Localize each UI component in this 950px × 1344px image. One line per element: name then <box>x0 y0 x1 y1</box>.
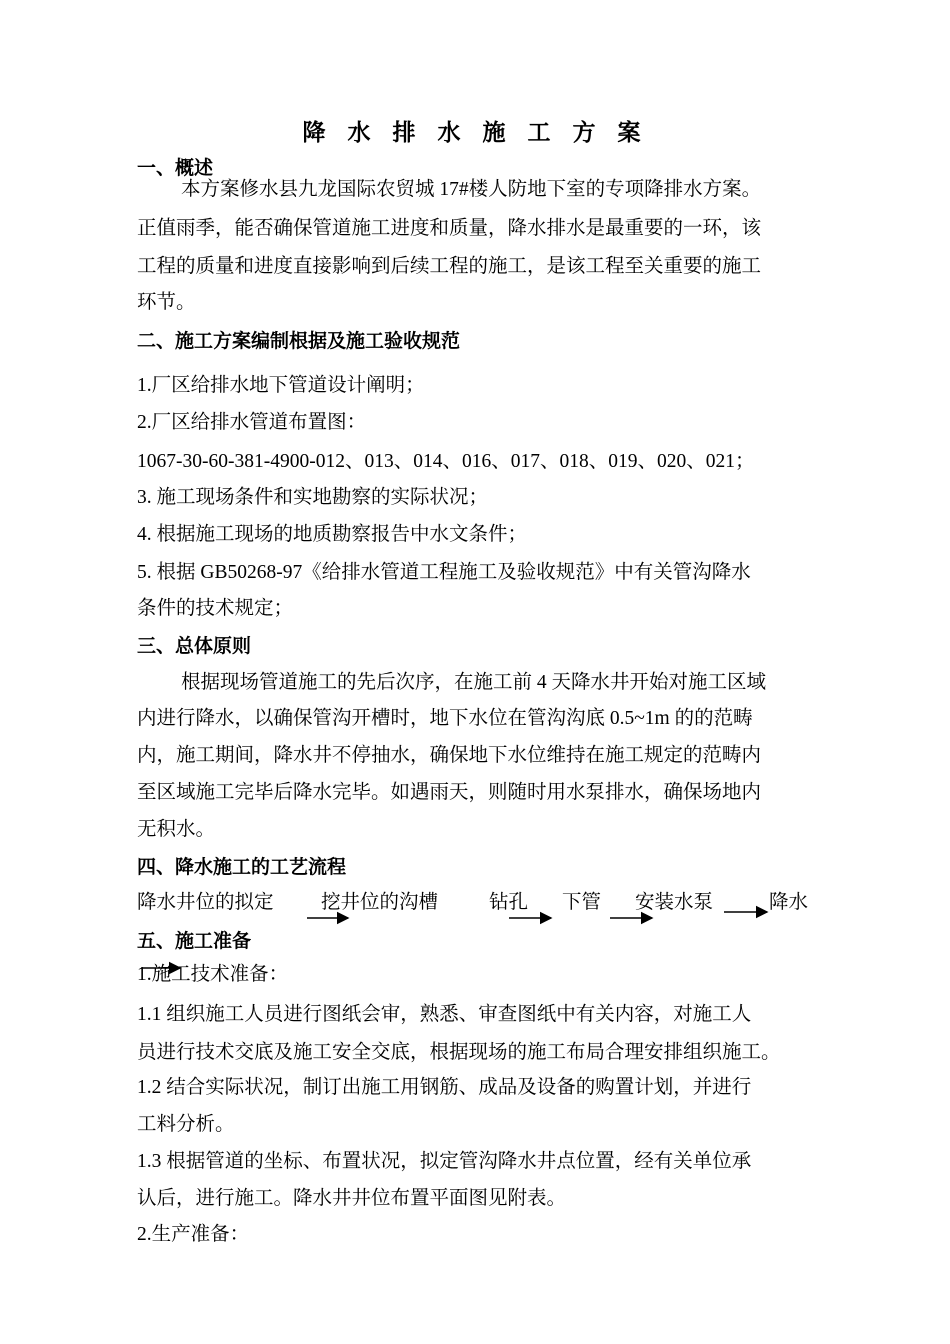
section-heading-principles: 三、总体原则 <box>137 635 252 657</box>
list-item: 2.厂区给排水管道布置图： <box>137 412 367 433</box>
document-title: 降 水 排 水 施 工 方 案 <box>302 120 648 146</box>
section-heading-basis: 二、施工方案编制根据及施工验收规范 <box>137 330 461 352</box>
section-heading-preparation: 五、施工准备 <box>137 930 252 952</box>
paragraph-line: 内，施工期间，降水井不停抽水，确保地下水位维持在施工规定的范畴内 <box>137 745 762 766</box>
paragraph-line: 至区域施工完毕后降水完毕。如遇雨天，则随时用水泵排水，确保场地内 <box>137 782 762 803</box>
paragraph-line: 环节。 <box>137 292 196 313</box>
paragraph-line: 正值雨季，能否确保管道施工进度和质量，降水排水是最重要的一环，该 <box>137 218 762 239</box>
flow-step: 安装水泵 <box>635 892 714 913</box>
flow-step: 钻孔 <box>489 892 529 913</box>
list-item: 5. 根据 GB50268-97《给排水管道工程施工及验收规范》中有关管沟降水 <box>137 562 751 583</box>
flow-step: 下管 <box>562 892 602 913</box>
list-item: 1.3 根据管道的坐标、布置状况，拟定管沟降水井点位置，经有关单位承 <box>137 1151 752 1172</box>
paragraph-line: 无积水。 <box>137 819 216 840</box>
section-heading-process-flow: 四、降水施工的工艺流程 <box>137 856 347 878</box>
list-item: 工料分析。 <box>137 1114 235 1135</box>
list-item: 1.厂区给排水地下管道设计阐明； <box>137 375 425 396</box>
list-item: 1.施工技术准备： <box>137 964 289 985</box>
section-heading-overview: 一、概述 <box>137 157 214 179</box>
list-item: 1067-30-60-381-4900-012、013、014、016、017、018、019、020、021； <box>137 451 755 472</box>
paragraph-line: 本方案修水县九龙国际农贸城 17#楼人防地下室的专项降排水方案。 <box>181 179 762 200</box>
paragraph-line: 内进行降水，以确保管沟开槽时，地下水位在管沟沟底 0.5~1m 的的范畴 <box>137 708 753 729</box>
list-item: 4. 根据施工现场的地质勘察报告中水文条件； <box>137 524 528 545</box>
list-item: 员进行技术交底及施工安全交底，根据现场的施工布局合理安排组织施工。 <box>137 1042 781 1063</box>
list-item: 2.生产准备： <box>137 1224 250 1245</box>
flow-step: 降水井位的拟定 <box>137 892 274 913</box>
list-item: 认后，进行施工。降水井井位布置平面图见附表。 <box>137 1188 567 1209</box>
list-item: 1.2 结合实际状况，制订出施工用钢筋、成品及设备的购置计划，并进行 <box>137 1077 752 1098</box>
paragraph-line: 根据现场管道施工的先后次序，在施工前 4 天降水井开始对施工区域 <box>181 672 767 693</box>
list-item: 条件的技术规定； <box>137 598 294 619</box>
paragraph-line: 工程的质量和进度直接影响到后续工程的施工，是该工程至关重要的施工 <box>137 256 762 277</box>
flow-step: 挖井位的沟槽 <box>321 892 439 913</box>
list-item: 3. 施工现场条件和实地勘察的实际状况； <box>137 487 489 508</box>
flow-step: 降水 <box>769 892 809 913</box>
list-item: 1.1 组织施工人员进行图纸会审，熟悉、审查图纸中有关内容，对施工人 <box>137 1004 752 1025</box>
